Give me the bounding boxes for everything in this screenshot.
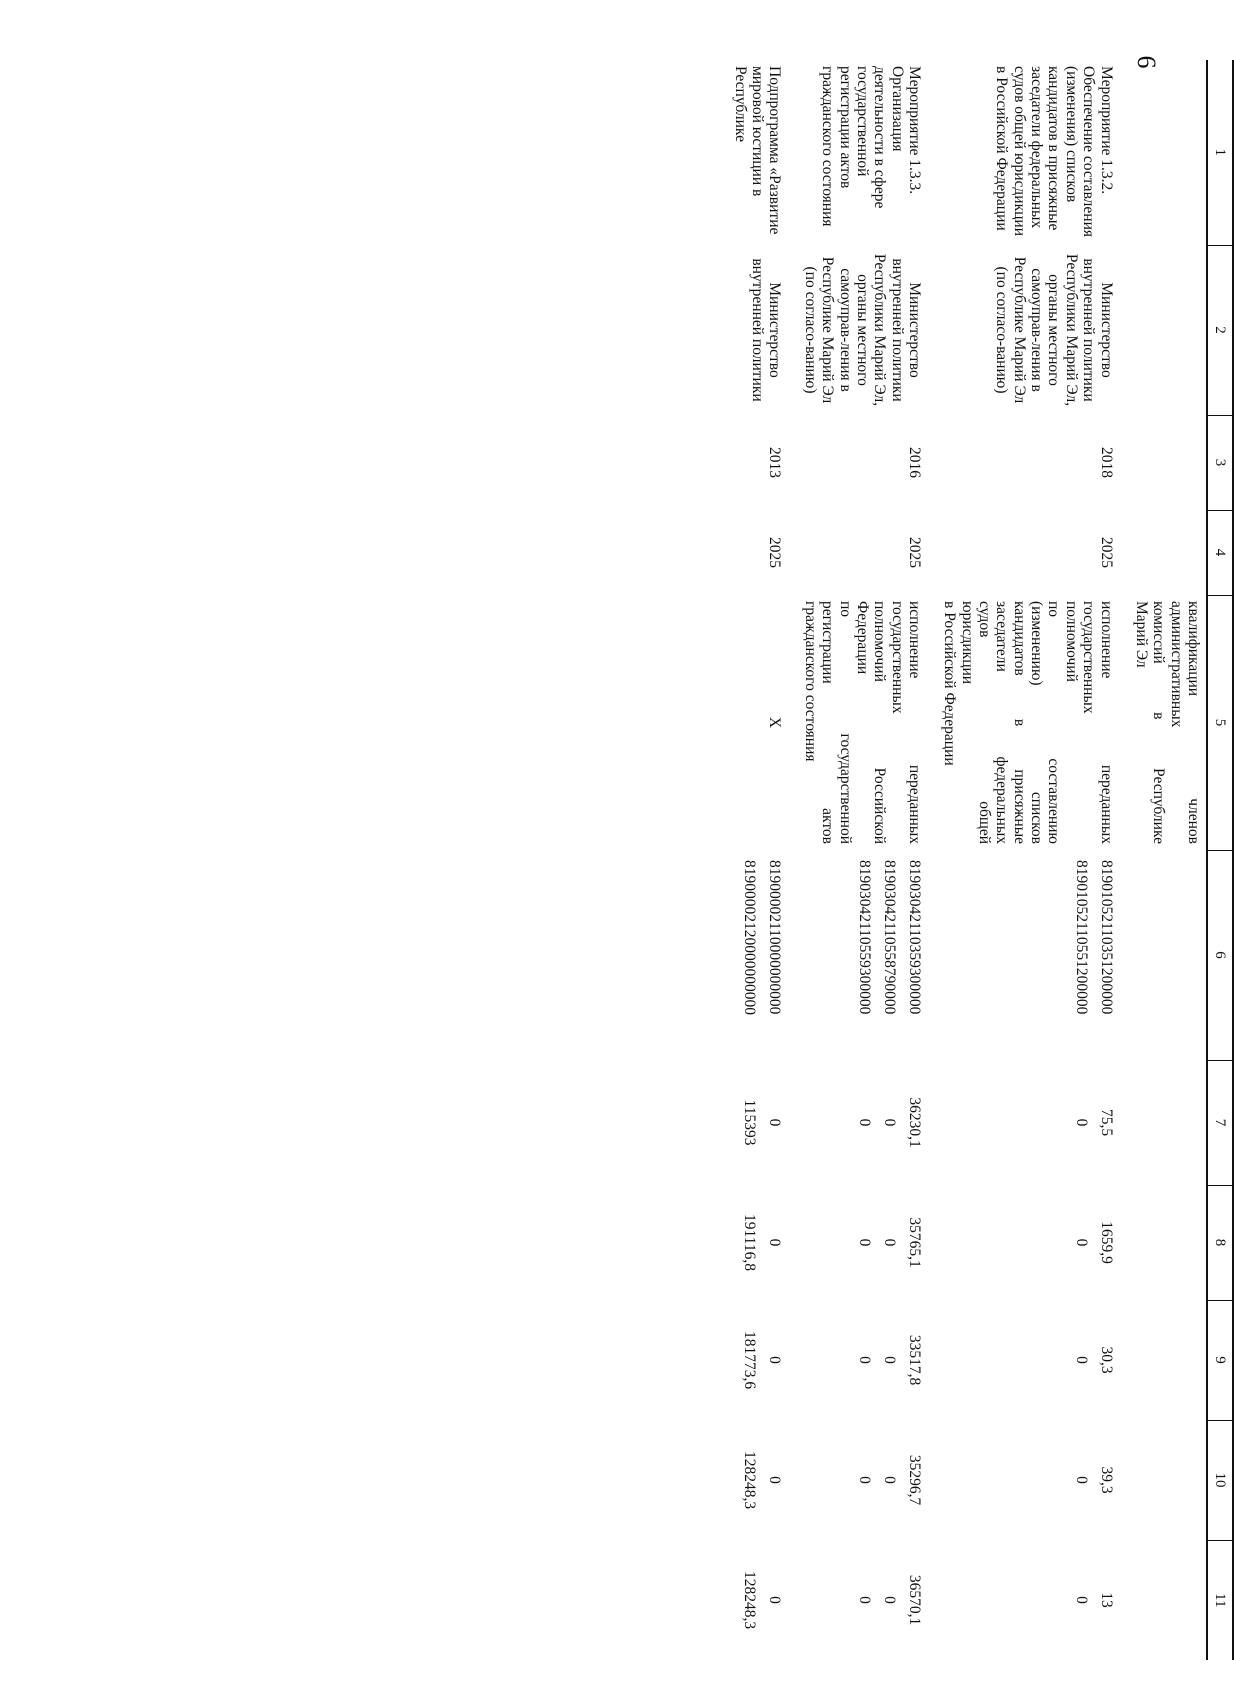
cell-c5 <box>731 595 787 850</box>
description-line: по государственной <box>836 601 854 844</box>
column-header-3: 3 <box>1207 415 1233 510</box>
amount-value: 0 <box>880 1238 898 1247</box>
description-line: Марий Эл <box>1132 601 1150 668</box>
cell-c9 <box>941 1300 1119 1420</box>
table-row <box>801 60 927 1660</box>
description-line: кандидатов в присяжные <box>1010 601 1028 844</box>
cell-c1: Мероприятие 1.3.3. Организация деятельности в сфере государственной регистрации актов гражданского состояния <box>819 66 923 227</box>
amount-value: 0 <box>766 1118 784 1127</box>
amount-value: 191116,8 <box>741 1214 759 1271</box>
amount-value: 0 <box>855 1476 873 1484</box>
budget-code: 81901052110551200000 <box>1072 860 1090 1015</box>
amount-list <box>848 1306 923 1414</box>
row-spacer <box>787 60 801 1660</box>
amount-value: 0 <box>880 1476 898 1484</box>
description-line: исполнение переданных <box>905 601 923 844</box>
column-header-10: 10 <box>1207 1420 1233 1540</box>
cell-c5 <box>1133 595 1207 850</box>
description-line: гражданского состояния <box>801 601 819 762</box>
budget-code: 81903042110359300000 <box>905 860 923 1015</box>
amount-list <box>848 1066 923 1179</box>
cell-c4: 2025 <box>1097 537 1115 568</box>
cell-c8 <box>1133 1185 1207 1300</box>
amount-list <box>1065 1191 1115 1294</box>
amount-value: 0 <box>1072 1238 1090 1247</box>
cell-c7 <box>1133 1060 1207 1185</box>
amount-list <box>848 1546 923 1654</box>
amount-value: 0 <box>855 1356 873 1364</box>
row-spacer-cell <box>927 60 941 1660</box>
description-line: государственных <box>888 601 906 714</box>
description-line: полномочий Российской <box>871 601 889 844</box>
description-line: в Российской Федерации <box>941 601 959 766</box>
cell-c6 <box>801 850 927 1060</box>
amount-list <box>733 1546 783 1654</box>
cell-c6 <box>731 850 787 1060</box>
cell-c2: Министерство внутренней политики Республики Марий Эл, органы местного самоуправ-ления в Республике Марий Эл (по согласо-ванию) <box>801 253 923 407</box>
amount-value: 0 <box>1072 1596 1090 1604</box>
table-row <box>731 60 787 1660</box>
amount-value: 0 <box>880 1118 898 1127</box>
column-number-header <box>1207 60 1233 1660</box>
cell-c7 <box>801 1060 927 1185</box>
cell-c1: Мероприятие 1.3.2. Обеспечение составления (изменения) списков кандидатов в присяжные заседатели федеральных судов общей юрисдикции в Российской Федерации <box>993 66 1115 238</box>
budget-code: 81901052110351200000 <box>1097 860 1115 1015</box>
amount-value: 33517,8 <box>905 1334 923 1386</box>
cell-c10 <box>731 1420 787 1540</box>
amount-value: 0 <box>766 1238 784 1247</box>
budget-code-list <box>733 860 783 1054</box>
description-line: заседатели федеральных <box>993 601 1011 844</box>
description-line: юрисдикции <box>958 601 976 685</box>
cell-c3: 2018 <box>1097 447 1115 478</box>
cell-c5 <box>941 595 1119 850</box>
budget-code: 81900002120000000000 <box>741 860 759 1015</box>
amount-value: 39,3 <box>1097 1466 1115 1494</box>
cell-c3: 2013 <box>766 447 784 478</box>
column-header-4: 4 <box>1207 510 1233 595</box>
table-body <box>731 60 1207 1660</box>
table-row <box>1133 60 1207 1660</box>
amount-value: 128248,3 <box>741 1450 759 1510</box>
amount-value: 35765,1 <box>905 1217 923 1268</box>
column-header-6: 6 <box>1207 850 1233 1060</box>
table-row <box>941 60 1119 1660</box>
cell-c4: 2025 <box>905 537 923 568</box>
amount-value: 181773,6 <box>741 1330 759 1390</box>
amount-value: 115393 <box>741 1099 759 1146</box>
row-spacer-cell <box>1119 60 1133 1660</box>
column-header-2: 2 <box>1207 245 1233 415</box>
amount-value: 0 <box>855 1596 873 1604</box>
amount-value: 0 <box>1072 1356 1090 1364</box>
cell-c8 <box>731 1185 787 1300</box>
cell-c9 <box>801 1300 927 1420</box>
cell-c11 <box>1133 1540 1207 1660</box>
budget-table <box>731 60 1234 1660</box>
description-line: Федерации <box>853 601 871 675</box>
cell-c1: Подпрограмма «Развитие мировой юстиции в Республике <box>731 66 784 235</box>
cell-c11 <box>731 1540 787 1660</box>
cell-c2 <box>1133 245 1207 415</box>
cell-c4: 2025 <box>766 537 784 568</box>
budget-code: 81900002110000000000 <box>766 860 784 1015</box>
column-header-5: 5 <box>1207 595 1233 850</box>
amount-value: 0 <box>880 1596 898 1604</box>
amount-value: 0 <box>1072 1476 1090 1484</box>
cell-c3: 2016 <box>905 447 923 478</box>
cell-c7 <box>731 1060 787 1185</box>
amount-list <box>1065 1426 1115 1534</box>
cell-c10 <box>941 1420 1119 1540</box>
column-header-9: 9 <box>1207 1300 1233 1420</box>
description-line: государственных <box>1080 601 1098 714</box>
row-spacer-cell <box>787 60 801 1660</box>
description-line: квалификации членов <box>1185 601 1202 844</box>
description-line: регистрации актов <box>819 601 837 844</box>
budget-code-list <box>1065 860 1115 1054</box>
cell-c3 <box>1133 415 1207 510</box>
amount-value: 0 <box>855 1118 873 1127</box>
amount-list <box>733 1306 783 1414</box>
budget-code: 81903042110559300000 <box>855 860 873 1015</box>
amount-list <box>1065 1546 1115 1654</box>
column-header-1: 1 <box>1207 60 1233 245</box>
description-line: исполнение переданных <box>1097 601 1115 844</box>
amount-list <box>733 1426 783 1534</box>
amount-list <box>733 1191 783 1294</box>
cell-c7 <box>941 1060 1119 1185</box>
cell-c8 <box>941 1185 1119 1300</box>
amount-list <box>733 1066 783 1179</box>
amount-value: 0 <box>766 1476 784 1484</box>
description-line: судов общей <box>976 601 994 844</box>
amount-value: 128248,3 <box>741 1570 759 1630</box>
amount-value: 0 <box>880 1356 898 1364</box>
page-number: 6 <box>1132 55 1161 69</box>
amount-list <box>1065 1066 1115 1179</box>
column-header-11: 11 <box>1207 1540 1233 1660</box>
cell-c9 <box>1133 1300 1207 1420</box>
cell-c10 <box>1133 1420 1207 1540</box>
cell-c6 <box>941 850 1119 1060</box>
amount-value: 0 <box>766 1356 784 1364</box>
cell-c5 <box>801 595 927 850</box>
amount-value: 13 <box>1097 1592 1115 1608</box>
cell-c10 <box>801 1420 927 1540</box>
cell-c9 <box>731 1300 787 1420</box>
description-line: административных <box>1167 601 1185 728</box>
amount-list <box>1065 1306 1115 1414</box>
description-line: комиссий в Республике <box>1150 601 1168 844</box>
description-line: полномочий <box>1062 601 1080 682</box>
column-header-8: 8 <box>1207 1185 1233 1300</box>
description-line: Х <box>766 716 784 729</box>
amount-list <box>848 1426 923 1534</box>
amount-value: 30,3 <box>1097 1346 1115 1374</box>
budget-table-sheet <box>174 60 1234 1660</box>
row-spacer <box>927 60 941 1660</box>
cell-c2: Министерство внутренней политики Республики Марий Эл, органы местного самоуправ-ления в Республике Марий Эл (по согласо-ванию) <box>993 253 1115 407</box>
description-line: (изменению) списков <box>1028 601 1046 844</box>
budget-code: 81903042110558790000 <box>880 860 898 1015</box>
cell-c8 <box>801 1185 927 1300</box>
amount-list <box>848 1191 923 1294</box>
amount-value: 75,5 <box>1097 1108 1115 1137</box>
amount-value: 0 <box>766 1596 784 1604</box>
cell-c2: Министерство внутренней политики <box>749 258 784 402</box>
amount-value: 36570,1 <box>905 1574 923 1626</box>
amount-value: 1659,9 <box>1097 1221 1115 1264</box>
cell-c1 <box>1133 60 1207 245</box>
cell-c6 <box>1133 850 1207 1060</box>
amount-value: 0 <box>855 1238 873 1247</box>
cell-c4 <box>1133 510 1207 595</box>
cell-c11 <box>801 1540 927 1660</box>
budget-code-list <box>848 860 923 1054</box>
cell-c11 <box>941 1540 1119 1660</box>
description-line: по составлению <box>1045 601 1063 844</box>
amount-value: 35296,7 <box>905 1454 923 1506</box>
column-header-7: 7 <box>1207 1060 1233 1185</box>
amount-value: 36230,1 <box>905 1097 923 1148</box>
amount-value: 0 <box>1072 1118 1090 1127</box>
row-spacer <box>1119 60 1133 1660</box>
